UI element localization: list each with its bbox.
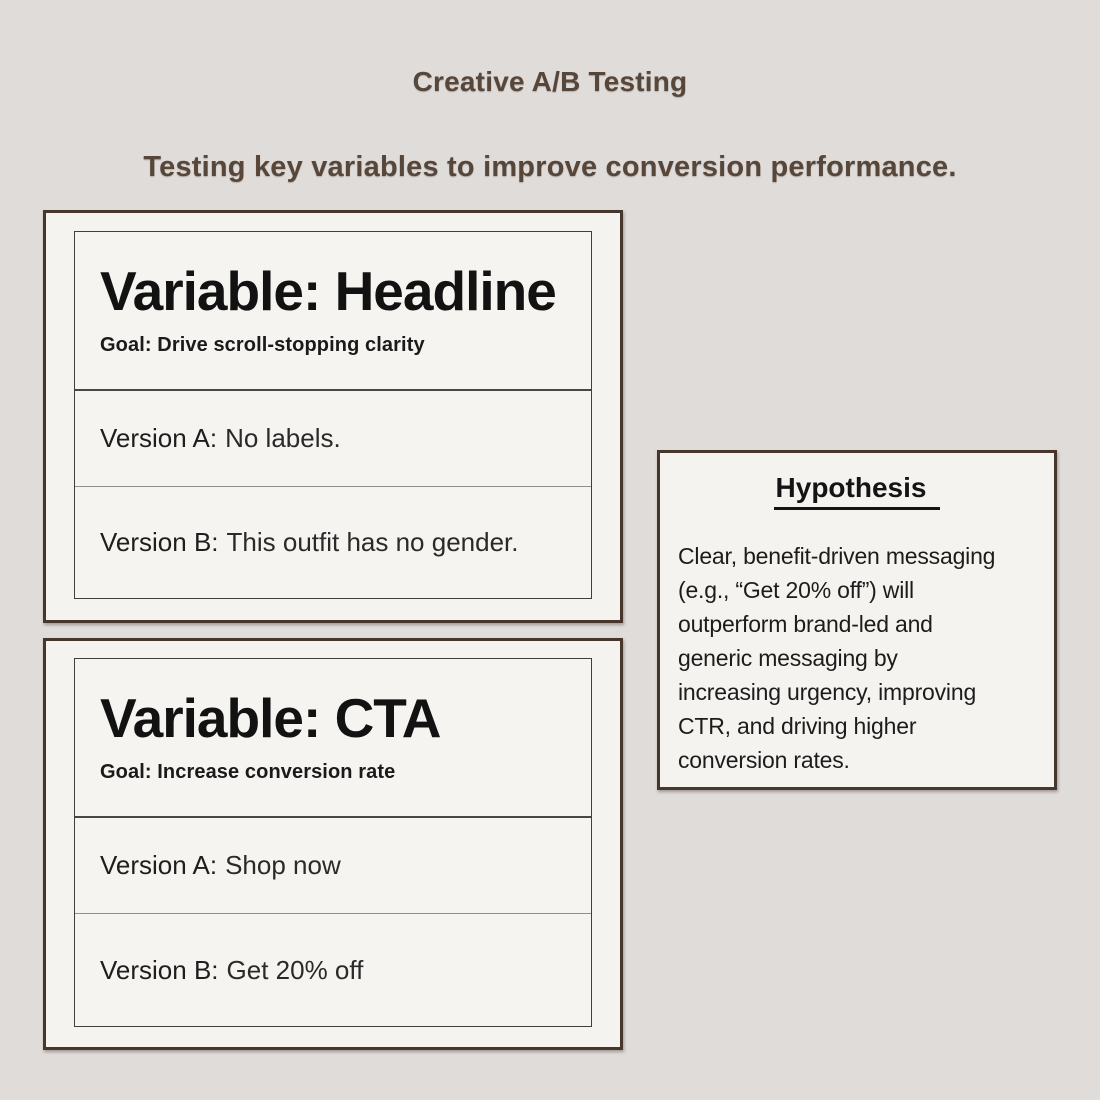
headline-version-b-value: This outfit has no gender.: [226, 527, 519, 557]
cta-version-a-label: Version A:: [100, 850, 218, 880]
page-title: Creative A/B Testing: [412, 66, 688, 97]
cta-version-a-value: Shop now: [225, 850, 341, 880]
variable-headline-title: Variable: Headline: [100, 260, 556, 322]
hypothesis-heading: Hypothesis: [774, 473, 941, 510]
cta-version-b-label: Version B:: [100, 954, 219, 985]
card-variable-cta: [43, 638, 623, 1050]
variable-headline-goal: Goal: Drive scroll-stopping clarity: [100, 334, 425, 356]
hypothesis-line: CTR, and driving higher: [678, 712, 917, 739]
variable-cta-goal: Goal: Increase conversion rate: [100, 761, 396, 783]
headline-version-a-label: Version A:: [100, 423, 218, 453]
headline-version-b-label: Version B:: [100, 527, 219, 557]
cta-version-b-value: Get 20% off: [226, 954, 364, 985]
cta-version-b-row: [75, 913, 591, 1026]
card-headline-header: [75, 232, 591, 389]
card-variable-headline: [43, 210, 623, 623]
card-cta-header: [75, 659, 591, 816]
hypothesis-box: [657, 450, 1057, 790]
cta-version-a-row: [75, 816, 591, 913]
hypothesis-line: Clear, benefit-driven messaging: [678, 542, 996, 569]
hypothesis-line: increasing urgency, improving: [678, 678, 977, 705]
hypothesis-line: outperform brand-led and: [678, 610, 933, 637]
headline-version-a-value: No labels.: [225, 423, 341, 453]
card-headline-inner-table: [74, 231, 592, 599]
headline-version-b-row: [75, 486, 591, 598]
variable-cta-title: Variable: CTA: [100, 687, 441, 749]
headline-version-a-row: [75, 389, 591, 486]
hypothesis-line: generic messaging by: [678, 644, 898, 671]
card-cta-inner-table: [74, 658, 592, 1027]
hypothesis-body: [676, 539, 1038, 777]
hypothesis-line: conversion rates.: [678, 746, 850, 773]
page-subtitle: Testing key variables to improve conversion performance.: [143, 151, 957, 183]
hypothesis-line: (e.g., “Get 20% off”) will: [678, 576, 914, 603]
